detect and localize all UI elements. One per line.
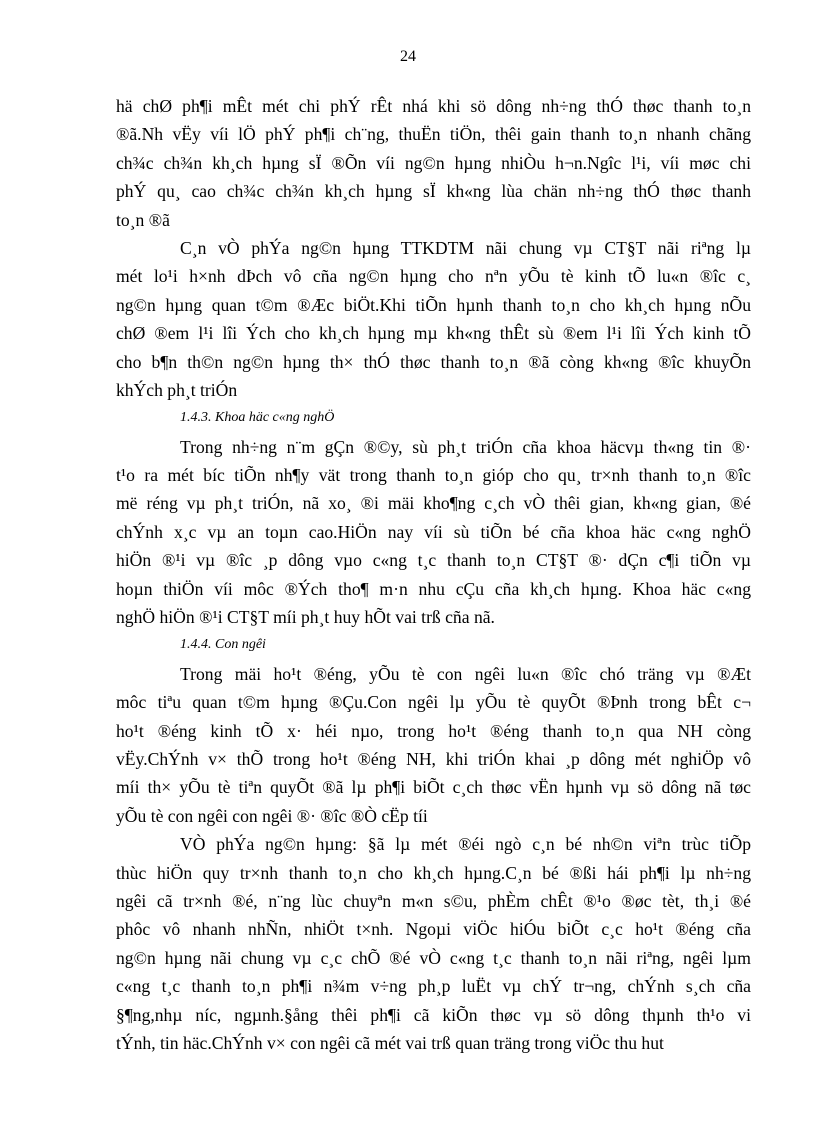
paragraph [116,830,751,1057]
text-line: ng©n hµng nãi chung vµ c¸c chÕ ®é vÒ c«ng t¸c thanh to¸n nãi riªng, ngêi lµm [116,947,751,968]
text-line: Trong nh÷ng n¨m gÇn ®©y, sù ph¸t triÓn cña khoa häcvµ th«ng tin ®· [180,436,751,457]
text-line: yÕu tè con ngêi con ngêi ®· ®îc ®Ò cËp tíi [116,805,428,826]
text-line: ng©n hµng quan t©m ®Æc biÖt.Khi tiÕn hµnh thanh to¸n cho kh¸ch hµng nÕu [116,294,751,315]
paragraph [116,92,751,234]
document-body [116,92,751,1057]
text-line: t¹o ra mét bíc tiÕn nh¶y vät trong thanh to¸n gióp cho qu¸ tr×nh thanh to¸n ®îc [116,465,751,486]
text-line: vËy.ChÝnh v× thÕ trong ho¹t ®éng NH, khi triÓn khai ¸p dông mét nghiÖp vô [116,748,751,769]
text-line: Trong mäi ho¹t ®éng, yÕu tè con ngêi lu«n ®îc chó träng vµ ®Æt [180,663,751,684]
text-line: C¸n vÒ phÝa ng©n hµng TTKDTM nãi chung vµ CT§T nãi riªng lµ [180,237,751,258]
text-line: tÝnh, tin häc.ChÝnh v× con ngêi cã mét vai trß quan träng trong viÖc thu hut [116,1032,664,1053]
text-line: khÝch ph¸t triÓn [116,379,238,400]
text-line: môc tiªu quan t©m hµng ®Çu.Con ngêi lµ yÕu tè quyÕt ®Þnh trong bÊt c¬ [116,692,751,713]
text-line: mét lo¹i h×nh dÞch vô cña ng©n hµng cho nªn yÕu tè kinh tÕ lu«n ®îc c¸ [116,266,751,287]
text-line: chØ ®em l¹i lîi Ých cho kh¸ch hµng mµ kh«ng thÊt sù ®em l¹i lîi Ých kinh tÕ [116,323,751,344]
paragraph [116,433,751,632]
text-line: më réng vµ ph¸t triÓn, nã xo¸ ®i mäi kho¶ng c¸ch vÒ thêi gian, kh«ng gian, ®é [116,493,751,514]
text-line: phÝ qu¸ cao ch¾c ch¾n kh¸ch hµng sÏ kh«ng lùa chän nh÷ng thÓ thøc thanh [116,181,751,202]
section-heading: 1.4.3. Khoa häc c«ng nghÖ [180,410,335,426]
text-line: to¸n ®ã [116,209,170,230]
text-line: nghÖ hiÖn ®¹i CT§T míi ph¸t huy hÕt vai trß cña nã. [116,607,495,628]
paragraph [116,234,751,404]
text-line: ngêi cã tr×nh ®é, n¨ng lùc chuyªn m«n s©u, phÈm chÊt ®¹o ®øc tèt, th¸i ®é [116,890,751,911]
text-line: thùc hiÖn quy tr×nh thanh to¸n cho kh¸ch hµng.C¸n bé ®ßi hái ph¶i lµ nh÷ng [116,862,751,883]
text-line: hiÖn ®¹i vµ ®îc ¸p dông vµo c«ng t¸c thanh to¸n CT§T ®· dÇn c¶i tiÕn vµ [116,550,751,571]
text-line: hä chØ ph¶i mÊt mét chi phÝ rÊt nhá khi sö dông nh÷ng thÓ thøc thanh to¸n [116,96,751,116]
text-line: phôc vô nhanh nhÑn, nhiÖt t×nh. Ngoµi viÖc hiÓu biÕt c¸c ho¹t ®éng cña [116,919,751,940]
text-line: c«ng t¸c thanh to¸n ph¶i n¾m v÷ng ph¸p luËt vµ chÝ tr¬ng, chÝnh s¸ch cña [116,976,751,997]
section-heading: 1.4.4. Con ngêi [180,637,266,653]
text-line: VÒ phÝa ng©n hµng: §ã lµ mét ®éi ngò c¸n bé nh©n viªn trùc tiÕp [180,834,751,855]
text-line: hoµn thiÖn víi môc ®Ých tho¶ m·n nhu cÇu cña kh¸ch hµng. Khoa häc c«ng [116,578,751,599]
text-line: cho b¶n th©n ng©n hµng th× thÓ thøc thanh to¸n ®ã còng kh«ng ®îc khuyÕn [116,351,751,372]
text-line: ho¹t ®éng kinh tÕ x· héi nµo, trong ho¹t ®éng thanh to¸n qua NH còng [116,720,751,741]
text-line: chÝnh x¸c vµ an toµn cao.HiÖn nay víi sù tiÕn bé cña khoa häc c«ng nghÖ [116,521,751,542]
text-line: §¶ng,nhµ níc, ngµnh.§ång thêi ph¶i cã kiÕn thøc vµ sö dông thµnh th¹o vi [116,1004,751,1025]
paragraph [116,660,751,830]
text-line: ch¾c ch¾n kh¸ch hµng sÏ ®Õn víi ng©n hµng nhiÒu h¬n.Ngîc l¹i, víi møc chi [116,152,751,173]
page-number: 24 [400,48,416,65]
text-line: míi th× yÕu tè tiªn quyÕt ®ã lµ ph¶i biÕt c¸ch thøc vËn hµnh vµ sö dông nã tøc [116,777,751,798]
text-line: ®ã.Nh vËy víi lÖ phÝ ph¶i ch¨ng, thuËn tiÖn, thêi gain thanh to¸n nhanh chãng [116,124,751,145]
